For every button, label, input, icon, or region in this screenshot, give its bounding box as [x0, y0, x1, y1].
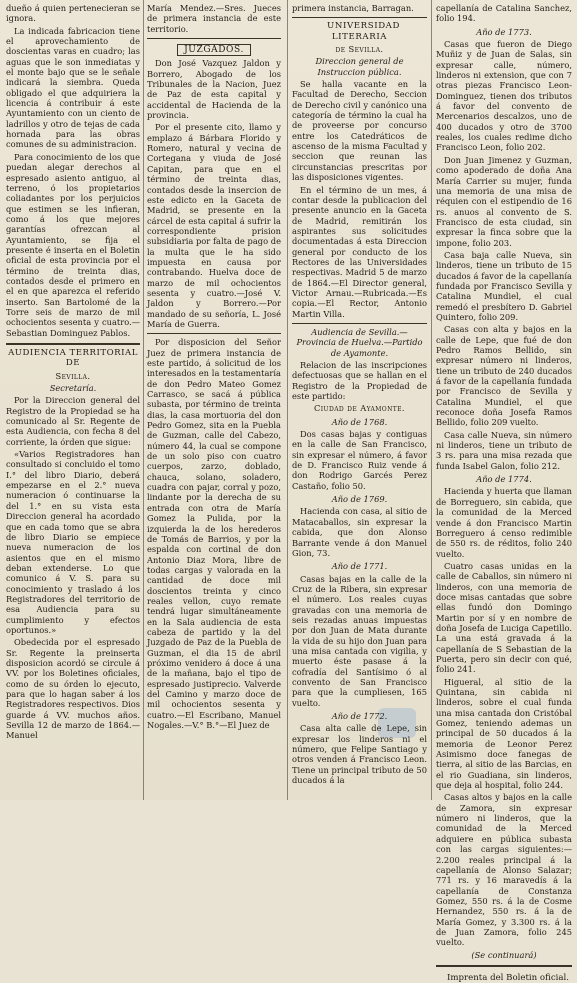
paragraph: Casa calle Nueva, sin número ni linderos, tiene un tributo de 3 rs. para una misa rezada que funda Isabel Galon, folio 212. — [436, 429, 572, 471]
year-heading: Año de 1772. — [331, 711, 388, 721]
year-heading: Año de 1773. — [476, 26, 532, 37]
paragraph: Para conocimiento de los que puedan alegar derechos al espresado asiento antiguo, al terreno, ó los propietarios coliadantes por los perjuicios que estimen se les infieran, como á los que mejores garantías ofrezcan al Ayuntamiento, se fija el presente é inserta en el Boletin oficial de esta provincia por el término de treinta dias, contados desde el primero en el en que aparezca el referido inserto. San Bartolomé de la Torre seis de marzo de mil ochocientos sesenta y cuatro.—Sebastian Dominguez Pablos. — [6, 151, 140, 338]
column-3 — [292, 3, 427, 797]
section-heading: AUDIENCIA TERRITORIAL DE — [8, 348, 138, 369]
section-divider — [436, 965, 572, 967]
section-divider — [292, 17, 427, 18]
year-heading: Año de 1769. — [331, 494, 388, 505]
section-divider — [292, 323, 427, 324]
paragraph: Casas con alta y bajos en la calle de Lepe, que fué de don Pedro Ramos Bellido, sin expresar número ni linderos, tiene un tributo de 240 ducados á favor de la capellanía fundada por Francisco de Sevilla y Catalina Mundiel, el que reconoce doña Josefa Ramos Bellido, folio 209 vuelto. — [436, 324, 572, 428]
paragraph: «Varios Registradores han consultado si concluido el tomo I.° del libro Diario, deberá empezarse en el 2.° nueva numeracion ó continuarse la del 1.° en su vista esta Direccion general ha acordado que en cada tomo que se abra de libro Diario se empiece nueva numeracion de los asientos que en el mismo deban extenderse. Lo que comunico á V. S. para su conocimiento y traslado á los Registradores del territorio de esa Audiencia para su cumplimiento y efectos oportunos.» — [6, 449, 140, 635]
continuation-note: (Se continuará) — [471, 949, 537, 960]
section-divider — [6, 343, 140, 345]
paragraph: La indicada fabricacion tiene el aprovechamiento de doscientas varas en cuadro; las aguas que le son inmediatas y el monte bajo que se le señale indicará la siembra. Queda obligado el que adquiriera la licencia á contribuir á este Ayuntamiento con un ciento de ladrillos y otro de tejas de cada hornada para las obras comunes de su administracion. — [6, 25, 140, 150]
paragraph: Por disposicion del Señor Juez de primera instancia de este partido, á solicitud de los interesados en la testamentaría de don Pedro Mateo Gomez Carrasco, se sacá á pública subasta, por término de treinta dias, la casa mortuoria del don Pedro Gomez, sita en la Puebla de Guzman, calle del Cabezo, número 44, la cual se compone de un solo piso con cuatro cuerpos, zarzo, doblado, chauca, solano, soladero, cuadra con pajar, corral y pozo, lindante por la derecha de su entrada con otra de María Gomez la Pulida, por la izquierda la de los herederos de Tomás de Barrios, y por la espalda con cortinal de don Antonio Diaz Mora, libre de todas cargas y valorada en la cantidad de doce mil doscientos treinta y cinco reales vellon, cuyo remate tendrá lugar simultáneamente en la Sala audiencia de esta cabeza de partido y la del Juzgado de Paz de la Puebla de Guzman, el dia 15 de abril próximo venidero á doce á una de la mañana, bajo el tipo de espresado justiprecio. Valverde del Camino y marzo doce de mil ochocientos sesenta y cuatro.—El Escribano, Manuel Nogales.—V.° B.°—El Juez de — [147, 337, 281, 731]
section-subheading: Ciudad de Ayamonte. — [314, 403, 405, 414]
paragraph: Se halla vacante en la Facultad de Derecho, Seccion de Derecho civil y canónico una categoría de término la cual ha de proveerse por concurso entre los Catedráticos de ascenso de la misma Facultad y seccion que reunan las circunstancias prescritas por las disposiciones vigentes. — [292, 79, 427, 183]
section-subheading: Secretaría. — [49, 383, 97, 394]
column-2 — [147, 3, 281, 797]
paragraph: Por la Direccion general del Registro de la Propiedad se ha comunicado al Sr. Regente de esta Audiencia, con fecha 8 del corriente, la órden que sigue: — [6, 395, 140, 447]
paragraph: En el término de un mes, á contar desde la publicacion del presente anuncio en la Gaceta de Madrid, remitirán los aspirantes sus solicitudes documentadas á esta Direccion general por conducto de los Rectores de las Universidades respectivas. Madrid 5 de marzo de 1864.—El Director general, Victor Arnau.—Rubricada.—Es copia.—El Rector, Antonio Martin Villa. — [292, 184, 427, 319]
paragraph: Casa alta calle de Lepe, sin expresar los linderos ni el número, que Felipe Santiago y otros venden á Francisco Leon. Tiene un principal tributo de 50 ducados á la — [292, 723, 427, 786]
paragraph: dueño á quien pertenecieran se ignora. — [6, 3, 140, 24]
year-heading: Año de 1774. — [476, 474, 532, 485]
paragraph: Dos casas bajas y contiguas en la calle de San Francisco, sin expresar el número, á favor de D. Francisco Ruiz vende á don Rodrigo Garcés Perez Castaño, folio 50. — [292, 429, 427, 491]
paragraph: Casas altos y bajos en la calle de Zamora, sin expresar número ni linderos, que la comunidad de la Merced adquiere en pública subasta con las cargas siguientes:—2.200 reales principal á la capellanía de Alonso Salazar; 771 rs. y 16 maravedís á la capellanía de Constanza Gomez, 550 rs. á la de Cosme Hernandez, 550 rs. á la de María Gomez, y 3.300 rs. á la de Juan Zamora, folio 245 vuelto. — [436, 792, 572, 948]
paragraph: Casa baja calle Nueva, sin linderos, tiene un tributo de 15 ducados á favor de la capellanía fundada por Francisco Sevilla y Catalina Mundiel, el cual remedó el presbítero D. Gabriel Quintero, folio 209. — [436, 249, 572, 322]
paragraph: Relacion de las inscripciones defectuosas que se hallan en el Registro de la Propiedad de este partido: — [292, 360, 427, 402]
section-subheading: de Sevilla. — [335, 44, 384, 55]
paragraph: capellanía de Catalina Sanchez, folio 194. — [436, 3, 572, 24]
paragraph: María Mendez.—Sres. Jueces de primera instancia de este territorio. — [147, 3, 281, 34]
paragraph: Don José Vazquez Jaldon y Borrero, Abogado de los Tribunales de la Nacion, Juez de Paz de esta capital y accidental de Hacienda de la provincia. — [147, 58, 281, 121]
printer-imprint: Imprenta del Boletin oficial. — [446, 972, 569, 983]
paragraph: Higueral, al sitio de la Quintana, sin cabida ni linderos, sobre el cual funda una misa cantada don Cristóbal Gomez, teniendo ademas un principal de 50 ducados á la memoria de Leonor Perez Asimismo doce fanegas de tierra, al sitio de las Barcias, en el rio Guadiana, sin linderos, que deja al hospital, folio 244. — [436, 676, 572, 791]
section-heading: UNIVERSIDAD LITERARIA — [327, 21, 400, 42]
column-rule — [143, 0, 144, 800]
column-rule — [431, 0, 432, 800]
year-heading: Año de 1771. — [331, 561, 388, 572]
paragraph: Por el presente cito, llamo y emplazo á Bárbara Florido y Romero, natural y vecina de Cortegana y viuda de José Capitan, para que en el término de treinta dias, contados desde la insercion de este edicto en la Gaceta de Madrid, se presente en la cárcel de esta capital á sufrir la correspondiente prision subsidiaria por falta de pago de la multa que le ha sido impuesta en causa por contrabando. Huelva doce de marzo de mil ochocientos sesenta y cuatro.—José V. Jaldon y Borrero.—Por mandado de su señoría, L. José María de Guerra. — [147, 122, 281, 329]
paragraph: Don Juan Jimenez y Guzman, como apoderado de doña Ana María Carrier su mujer, funda una memoria de una misa de réquien con el estipendio de 16 rs. anuos al convento de S. Francisco de esta ciudad, sin expresar la finca sobre que la impone, folio 203. — [436, 154, 572, 248]
section-subheading: Sevilla. — [55, 370, 91, 381]
paragraph: primera instancia, Barragan. — [292, 3, 414, 13]
paragraph: Casas que fueron de Diego Muñiz y de Juan de Salas, sin expresar calle, número, linderos ni extension, que con 7 otras piezas Francisco Leon-Dominguez, tienen dos tributos á favor del convento de Mercenarios descalzos, uno de 400 ducados y otro de 3700 reales, los cuales redime dicho Francisco Leon, folio 202. — [436, 39, 572, 153]
year-heading: Año de 1768. — [331, 416, 388, 427]
section-divider — [147, 38, 281, 39]
paragraph: Obedecida por el espresado Sr. Regente la preinserta disposicion acordó se circule á VV. por los Boletines oficiales, como de su órden lo ejecuto, para que lo hagan saber á los Registradores respectivos. Dios guarde á VV. muchos años. Sevilla 12 de marzo de 1864.—Manuel — [6, 637, 140, 741]
paragraph: Hacienda con casa, al sitio de Matacaballos, sin expresar la cabida, que don Alonso Barrante vende á don Manuel Gion, 73. — [292, 506, 427, 558]
section-heading: Audiencia de Sevilla.—Provincia de Huelva.—Partido de Ayamonte. — [296, 326, 423, 358]
section-subheading: Direccion general de Instruccion pública. — [315, 56, 404, 77]
column-1 — [6, 3, 140, 797]
column-4 — [436, 3, 572, 983]
paragraph: Hacienda y huerta que llaman de Borreguero, sin cabida, que la comunidad de la Merced vende á don Francisco Martin Borreguero á censo redimible de 550 rs. de réditos, folio 240 vuelto. — [436, 486, 572, 559]
column-rule — [287, 0, 288, 800]
section-heading: JUZGADOS. — [177, 44, 251, 56]
paragraph: Cuatro casas unidas en la calle de Caballos, sin número ni linderos, con una memoria de doce misas cantadas que sobre ellas fundó don Domingo Martin por sí y en nombre de doña Josefa de Luciga Capetillo. La una está gravada á la capellanía de S Sebastian de la Puerta, pero sin decir con qué, folio 241. — [436, 560, 572, 675]
paragraph: Casas bajas en la calle de la Cruz de la Ribera, sin expresar el número. Los reales cuyas gravadas con una memoria de seis rezadas anuas impuestas por don Juan de Mata durante la vida de su hijo don Juan para una misa cantada con vigilia, y muerto éste pasase á la cofradía del Santísimo ó al convento de San Francisco para que la cumpliesen, 165 vuelto. — [292, 573, 427, 708]
section-divider — [147, 333, 281, 334]
